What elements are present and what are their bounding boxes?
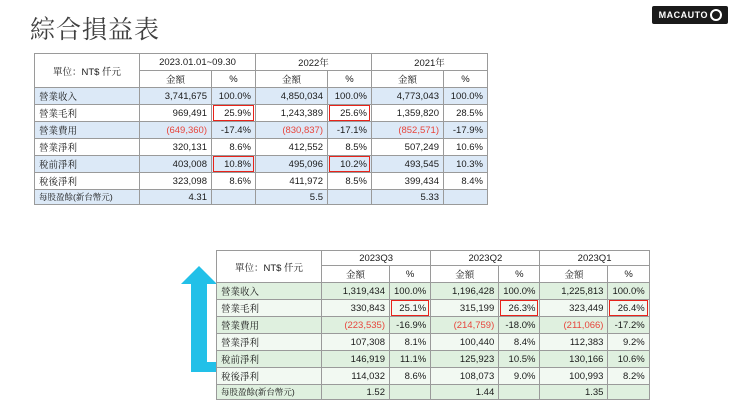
cell-amount: 1,243,389	[256, 105, 328, 122]
cell-percent: 100.0%	[328, 88, 372, 105]
cell-percent: 28.5%	[444, 105, 488, 122]
cell-percent-highlighted: 10.8%	[212, 156, 256, 173]
cell-percent: 8.5%	[328, 173, 372, 190]
cell-percent: 8.6%	[212, 139, 256, 156]
quarterly-income-statement-table	[216, 250, 650, 400]
cell-amount: (211,066)	[540, 317, 608, 334]
page-title: 綜合損益表	[30, 16, 161, 44]
cell-amount: 100,993	[540, 368, 608, 385]
row-label: 稅後淨利	[217, 368, 322, 385]
row-label: 每股盈餘(新台幣元)	[35, 190, 140, 205]
cell-percent: 100.0%	[444, 88, 488, 105]
cell-amount: 1.44	[431, 385, 499, 400]
cell-percent: 9.0%	[499, 368, 540, 385]
cell-percent: -18.0%	[499, 317, 540, 334]
cell-amount: 403,008	[140, 156, 212, 173]
col-percent: %	[328, 71, 372, 88]
cell-percent: -16.9%	[390, 317, 431, 334]
cell-amount: 1.52	[322, 385, 390, 400]
cell-amount: 1,359,820	[372, 105, 444, 122]
cell-amount: 315,199	[431, 300, 499, 317]
cell-percent: 9.2%	[608, 334, 649, 351]
cell-percent: 100.0%	[499, 283, 540, 300]
cell-percent: 8.2%	[608, 368, 649, 385]
col-percent: %	[608, 266, 649, 283]
cell-amount: 323,449	[540, 300, 608, 317]
cell-amount: 1,319,434	[322, 283, 390, 300]
cell-percent: 10.3%	[444, 156, 488, 173]
col-amount: 金額	[372, 71, 444, 88]
row-label: 營業毛利	[217, 300, 322, 317]
table1	[34, 53, 488, 205]
cell-percent: 10.6%	[608, 351, 649, 368]
row-label: 稅後淨利	[35, 173, 140, 190]
table-row	[35, 105, 488, 122]
cell-amount: 125,923	[431, 351, 499, 368]
unit-label: 單位：NT$ 仟元	[217, 251, 322, 283]
table2	[216, 250, 650, 400]
cell-percent	[390, 385, 431, 400]
row-label: 每股盈餘(新台幣元)	[217, 385, 322, 400]
cell-amount: 130,166	[540, 351, 608, 368]
col-amount: 金額	[256, 71, 328, 88]
cell-percent: 8.6%	[212, 173, 256, 190]
cell-amount: 3,741,675	[140, 88, 212, 105]
cell-percent: 10.6%	[444, 139, 488, 156]
cell-percent-highlighted: 26.3%	[499, 300, 540, 317]
cell-amount: 107,308	[322, 334, 390, 351]
table-row	[217, 300, 650, 317]
col-amount: 金額	[140, 71, 212, 88]
cell-amount: 411,972	[256, 173, 328, 190]
table-row	[35, 173, 488, 190]
row-label: 營業收入	[35, 88, 140, 105]
col-amount: 金額	[322, 266, 390, 283]
cell-amount: 4,773,043	[372, 88, 444, 105]
cell-amount: 114,032	[322, 368, 390, 385]
cell-percent-highlighted: 25.6%	[328, 105, 372, 122]
row-label: 營業費用	[35, 122, 140, 139]
cell-amount: 320,131	[140, 139, 212, 156]
cell-percent: 100.0%	[608, 283, 649, 300]
cell-percent-highlighted: 25.9%	[212, 105, 256, 122]
macauto-logo	[652, 6, 728, 24]
cell-percent: 8.5%	[328, 139, 372, 156]
cell-percent	[499, 385, 540, 400]
cell-percent-highlighted: 26.4%	[608, 300, 649, 317]
cell-amount: 399,434	[372, 173, 444, 190]
cell-amount: (830,837)	[256, 122, 328, 139]
cell-amount: 1,225,813	[540, 283, 608, 300]
cell-amount: 4,850,034	[256, 88, 328, 105]
row-label: 營業淨利	[35, 139, 140, 156]
table-row	[35, 156, 488, 173]
cell-amount: (223,535)	[322, 317, 390, 334]
row-label: 營業費用	[217, 317, 322, 334]
table-row	[35, 88, 488, 105]
cell-percent: 100.0%	[390, 283, 431, 300]
table-row	[217, 385, 650, 400]
table-header-row	[35, 54, 488, 71]
period-header: 2023.01.01~09.30	[140, 54, 256, 71]
up-arrow-icon	[178, 262, 220, 372]
cell-percent: 8.1%	[390, 334, 431, 351]
period-header: 2023Q1	[540, 251, 649, 266]
cell-amount: 1,196,428	[431, 283, 499, 300]
table-row	[217, 351, 650, 368]
cell-amount: 5.33	[372, 190, 444, 205]
logo-text: MACAUTO	[658, 10, 708, 20]
cell-percent	[212, 190, 256, 205]
cell-amount: 507,249	[372, 139, 444, 156]
row-label: 營業毛利	[35, 105, 140, 122]
period-header: 2022年	[256, 54, 372, 71]
cell-percent: -17.9%	[444, 122, 488, 139]
cell-amount: (214,759)	[431, 317, 499, 334]
annual-income-statement-table	[34, 53, 488, 205]
cell-amount: 5.5	[256, 190, 328, 205]
cell-amount: 100,440	[431, 334, 499, 351]
cell-percent-highlighted: 10.2%	[328, 156, 372, 173]
table-row	[35, 190, 488, 205]
cell-percent	[444, 190, 488, 205]
cell-percent: -17.1%	[328, 122, 372, 139]
table-row	[217, 368, 650, 385]
cell-amount: 495,096	[256, 156, 328, 173]
col-percent: %	[390, 266, 431, 283]
cell-percent	[608, 385, 649, 400]
col-percent: %	[212, 71, 256, 88]
row-label: 營業收入	[217, 283, 322, 300]
period-header: 2023Q3	[322, 251, 431, 266]
unit-label: 單位：NT$ 仟元	[35, 54, 140, 88]
period-header: 2021年	[372, 54, 488, 71]
cell-percent: 11.1%	[390, 351, 431, 368]
cell-percent: 8.4%	[499, 334, 540, 351]
cell-percent: -17.4%	[212, 122, 256, 139]
table-row	[217, 283, 650, 300]
row-label: 營業淨利	[217, 334, 322, 351]
cell-amount: 4.31	[140, 190, 212, 205]
table-row	[35, 122, 488, 139]
cell-percent-highlighted: 25.1%	[390, 300, 431, 317]
cell-amount: 493,545	[372, 156, 444, 173]
cell-amount: (852,571)	[372, 122, 444, 139]
col-percent: %	[499, 266, 540, 283]
col-percent: %	[444, 71, 488, 88]
table-row	[35, 139, 488, 156]
row-label: 稅前淨利	[217, 351, 322, 368]
logo-ring-icon	[710, 9, 722, 21]
cell-amount: 1.35	[540, 385, 608, 400]
cell-amount: 146,919	[322, 351, 390, 368]
cell-amount: 412,552	[256, 139, 328, 156]
row-label: 稅前淨利	[35, 156, 140, 173]
cell-percent	[328, 190, 372, 205]
cell-amount: (649,360)	[140, 122, 212, 139]
cell-amount: 323,098	[140, 173, 212, 190]
table-header-row	[217, 251, 650, 266]
period-header: 2023Q2	[431, 251, 540, 266]
cell-percent: 10.5%	[499, 351, 540, 368]
col-amount: 金額	[540, 266, 608, 283]
col-amount: 金額	[431, 266, 499, 283]
cell-amount: 969,491	[140, 105, 212, 122]
table-row	[217, 317, 650, 334]
cell-amount: 330,843	[322, 300, 390, 317]
cell-percent: -17.2%	[608, 317, 649, 334]
table-row	[217, 334, 650, 351]
cell-percent: 8.6%	[390, 368, 431, 385]
cell-amount: 112,383	[540, 334, 608, 351]
cell-percent: 100.0%	[212, 88, 256, 105]
cell-percent: 8.4%	[444, 173, 488, 190]
cell-amount: 108,073	[431, 368, 499, 385]
